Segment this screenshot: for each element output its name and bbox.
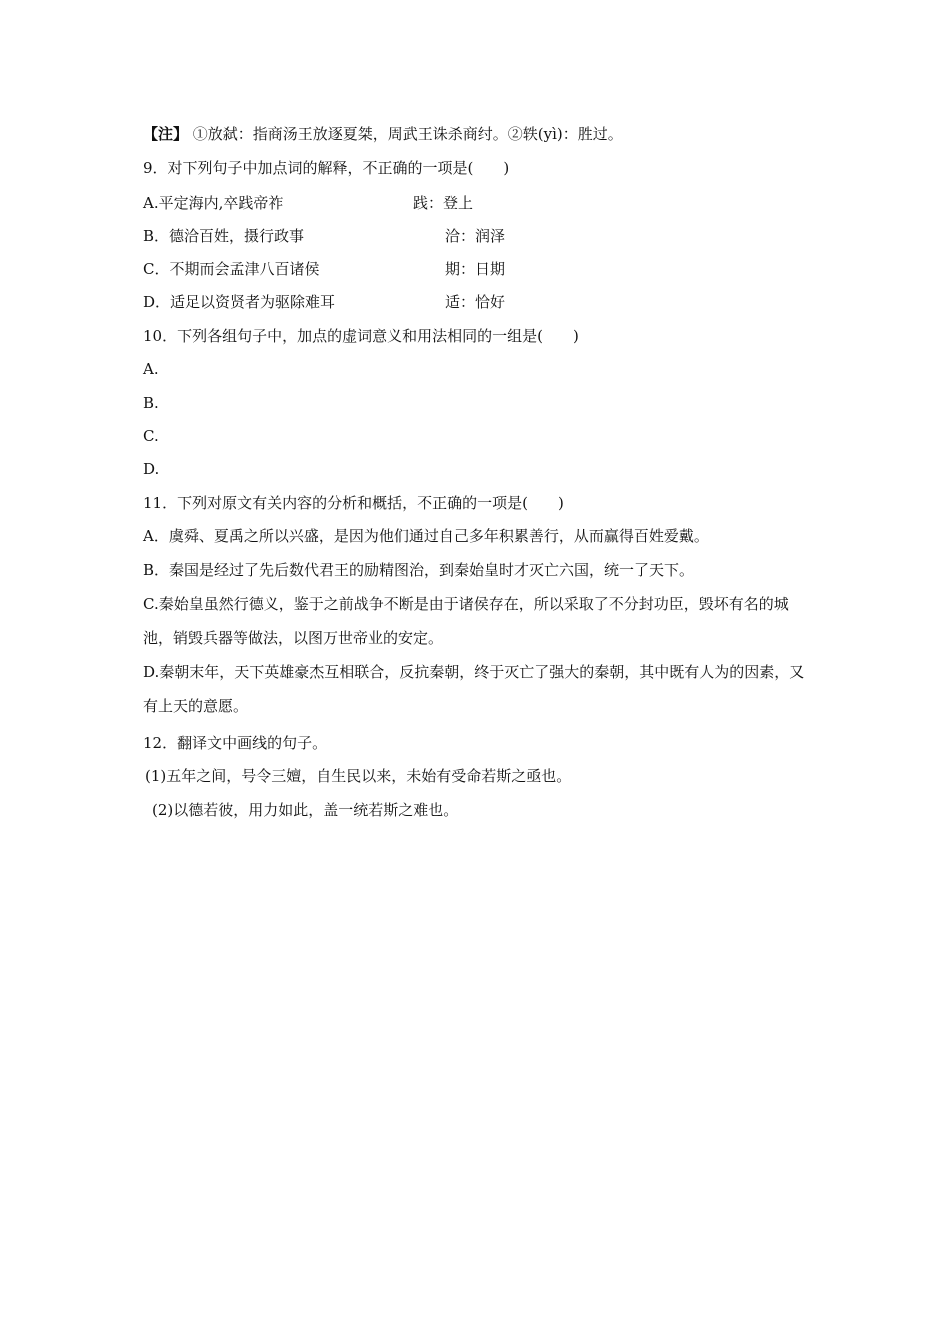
q11-option-b: B．秦国是经过了先后数代君王的励精图治，到秦始皇时才灭亡六国，统一了天下。 (143, 561, 695, 579)
q9-option-d (143, 292, 505, 312)
note-text: ①放弑：指商汤王放逐夏桀，周武王诛杀商纣。②轶(yì)：胜过。 (192, 125, 623, 143)
q12-item-1: (1)五年之间，号令三嬗，自生民以来，未始有受命若斯之亟也。 (145, 767, 572, 785)
q9-option-text: C．不期而会孟津八百诸侯 (143, 260, 320, 278)
q11-option-c: C.秦始皇虽然行德义，鉴于之前战争不断是由于诸侯存在，所以采取了不分封功臣，毁坏有名的城池，销毁兵器等做法，以图万世帝业的安定。 (143, 595, 789, 647)
q9-stem: 9．对下列句子中加点词的解释，不正确的一项是( ) (143, 159, 510, 177)
note-line (143, 124, 623, 144)
q9-option-gloss: 适：恰好 (445, 293, 506, 311)
q9-option-b (143, 226, 505, 246)
q11-option-d: D.秦朝末年，天下英雄豪杰互相联合，反抗秦朝，终于灭亡了强大的秦朝，其中既有人为的因素，又有上天的意愿。 (143, 663, 805, 715)
q9-option-gloss: 践：登上 (413, 194, 474, 212)
q9-option-text: A.平定海内,卒践帝祚 (143, 194, 284, 212)
q9-option-text: B．德洽百姓，摄行政事 (143, 227, 305, 245)
q12-stem: 12．翻译文中画线的句子。 (143, 734, 328, 752)
q10-stem: 10．下列各组句子中，加点的虚词意义和用法相同的一组是( ) (143, 327, 579, 345)
q9-option-gloss: 洽：润泽 (445, 227, 506, 245)
q10-option-a: A. (143, 360, 159, 378)
q12-item-2: (2)以德若彼，用力如此，盖一统若斯之难也。 (152, 801, 459, 819)
q9-option-c (143, 259, 505, 279)
q11-option-a: A．虞舜、夏禹之所以兴盛，是因为他们通过自己多年积累善行，从而赢得百姓爱戴。 (143, 527, 709, 545)
q11-stem: 11．下列对原文有关内容的分析和概括，不正确的一项是( ) (143, 494, 564, 512)
q10-option-d: D. (143, 460, 160, 478)
q9-option-a (143, 193, 473, 213)
q10-option-c: C. (143, 427, 159, 445)
q9-option-text: D．适足以资贤者为驱除难耳 (143, 293, 336, 311)
note-label: 【注】 (143, 125, 189, 143)
q9-option-gloss: 期：日期 (445, 260, 506, 278)
q10-option-b: B. (143, 394, 159, 412)
